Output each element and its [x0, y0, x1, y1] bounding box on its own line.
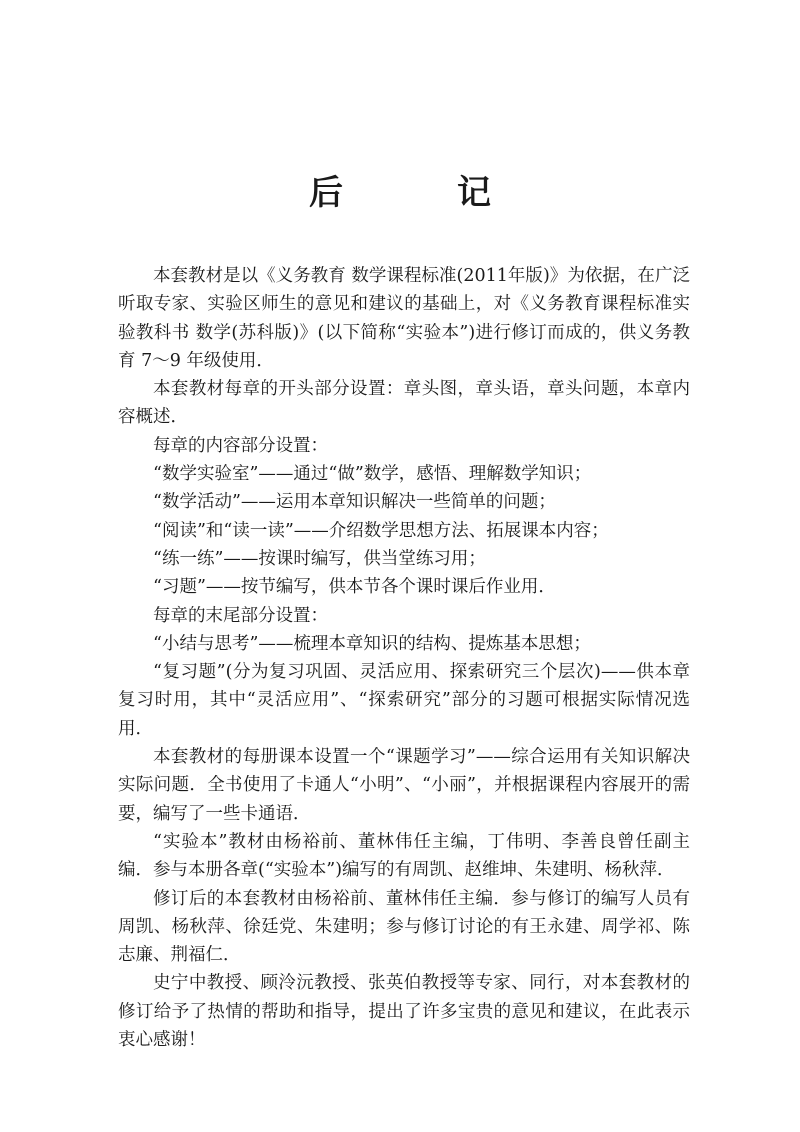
list-item-math-lab: “数学实验室”——通过“做”数学，感悟、理解数学知识；	[153, 464, 592, 485]
paragraph-basis: 本套教材是以《义务教育 数学课程标准(2011年版)》为依据，在广泛听取专家、实验区师生的意见和建议的基础上，对《义务教育课程标准实验教科书 数学(苏科版)》(以下简称“实验本”)进行修订而成的，供义务教育 7～9 年级使用．	[118, 266, 690, 371]
list-item-review: “复习题”(分为复习巩固、灵活应用、探索研究三个层次)——供本章复习时用，其中“灵活应用”、“探索研究”部分的习题可根据实际情况选用．	[118, 662, 690, 739]
list-item-math-activity: “数学活动”——运用本章知识解决一些简单的问题；	[153, 492, 556, 513]
paragraph-content-intro: 每章的内容部分设置：	[153, 435, 328, 456]
paragraph-ending-intro: 每章的末尾部分设置：	[153, 605, 328, 626]
paragraph-revision: 修订后的本套教材由杨裕前、董林伟任主编．参与修订的编写人员有周凯、杨秋萍、徐廷党、朱建明；参与修订讨论的有王永建、周学祁、陈志廉、荆福仁．	[118, 888, 690, 966]
list-item-practice: “练一练”——按课时编写，供当堂练习用；	[153, 548, 486, 569]
paragraph-project-study: 本套教材的每册课本设置一个“课题学习”——综合运用有关知识解决实际问题．全书使用了卡通人“小明”、“小丽”，并根据课程内容展开的需要，编写了一些卡通语．	[118, 747, 690, 824]
afterword-body	[118, 262, 690, 1054]
paragraph-editors: “实验本”教材由杨裕前、董林伟任主编，丁伟明、李善良曾任副主编．参与本册各章(“实验本”)编写的有周凯、赵维坤、朱建明、杨秋萍．	[118, 831, 690, 881]
list-item-exercises: “习题”——按节编写，供本节各个课时课后作业用．	[153, 577, 556, 598]
paragraph-chapter-opening: 本套教材每章的开头部分设置：章头图，章头语，章头问题，本章内容概述．	[118, 379, 690, 428]
page-title: 后 记	[309, 173, 531, 213]
paragraph-acknowledgements: 史宁中教授、顾泠沅教授、张英伯教授等专家、同行，对本套教材的修订给予了热情的帮助和指导，提出了许多宝贵的意见和建议，在此表示衷心感谢！	[118, 973, 690, 1051]
list-item-reading: “阅读”和“读一读”——介绍数学思想方法、拓展课本内容；	[153, 520, 609, 541]
list-item-summary: “小结与思考”——梳理本章知识的结构、提炼基本思想；	[153, 633, 591, 654]
